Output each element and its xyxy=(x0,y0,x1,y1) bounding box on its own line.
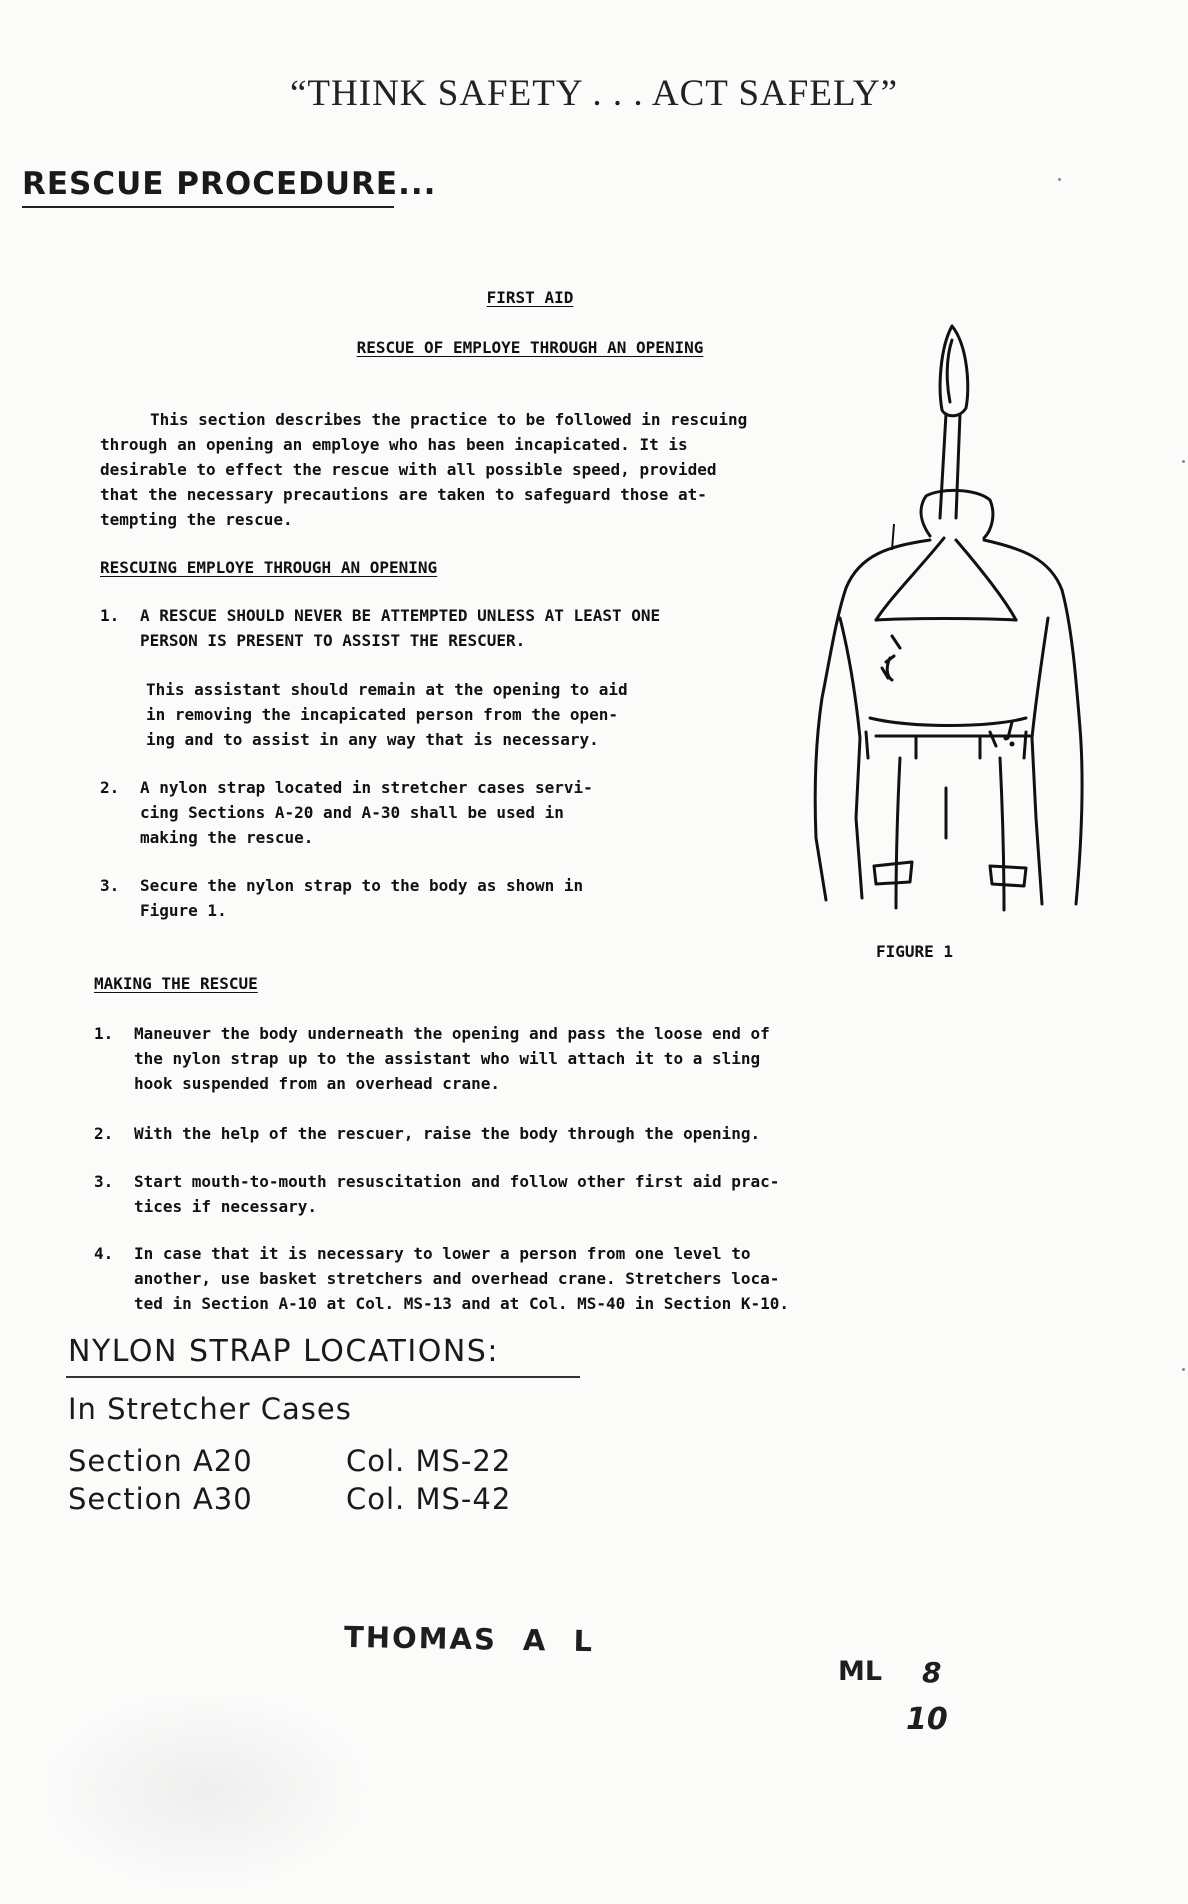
nylon-title-underline xyxy=(66,1376,580,1378)
rescue-figure-illustration xyxy=(780,318,1090,918)
item-line: Figure 1. xyxy=(140,901,227,920)
section-heading-rescuing: RESCUING EMPLOYE THROUGH AN OPENING xyxy=(100,558,438,577)
figure-caption: FIGURE 1 xyxy=(876,942,954,961)
intro-line: This section describes the practice to be followed in rescuing xyxy=(150,410,748,429)
item-number: 1. xyxy=(94,1024,114,1043)
scan-speck xyxy=(1182,460,1185,463)
location-section: Section A20 xyxy=(68,1444,253,1478)
item-line: With the help of the rescuer, raise the body through the opening. xyxy=(134,1124,761,1143)
location-section: Section A30 xyxy=(68,1482,253,1516)
intro-line: tempting the rescue. xyxy=(100,510,293,529)
intro-line: desirable to effect the rescue with all possible speed, provided xyxy=(100,460,717,479)
scan-speck xyxy=(1182,1368,1185,1371)
item-line: tices if necessary. xyxy=(134,1197,318,1216)
item-line: Maneuver the body underneath the opening and pass the loose end of xyxy=(134,1024,770,1043)
section1-item-2 xyxy=(100,778,593,853)
item-line: Secure the nylon strap to the body as shown in xyxy=(140,876,584,895)
handwritten-name: THOMAS A L xyxy=(343,1619,595,1659)
item-line: in removing the incapicated person from the open- xyxy=(146,705,619,724)
item-line: ted in Section A-10 at Col. MS-13 and at Col. MS-40 in Section K-10. xyxy=(134,1294,790,1313)
item-number: 4. xyxy=(94,1244,114,1263)
item-line: ing and to assist in any way that is necessary. xyxy=(146,730,599,749)
item-line: hook suspended from an overhead crane. xyxy=(134,1074,501,1093)
item-line: cing Sections A-20 and A-30 shall be used in xyxy=(140,803,564,822)
page-smudge xyxy=(40,1690,370,1890)
location-column: Col. MS-42 xyxy=(346,1482,512,1516)
item-line: This assistant should remain at the opening to aid xyxy=(146,680,628,699)
handwritten-initials: ML xyxy=(838,1656,883,1687)
item-line: the nylon strap up to the assistant who will attach it to a sling xyxy=(134,1049,761,1068)
section-heading-making-rescue: MAKING THE RESCUE xyxy=(94,974,258,993)
heading-underline xyxy=(22,206,394,208)
first-aid-title: FIRST AID xyxy=(486,288,574,307)
item-line: Start mouth-to-mouth resuscitation and follow other first aid prac- xyxy=(134,1172,780,1191)
item-line: A nylon strap located in stretcher cases servi- xyxy=(140,778,593,797)
rescue-subtitle: RESCUE OF EMPLOYE THROUGH AN OPENING xyxy=(356,338,704,357)
item-line: A RESCUE SHOULD NEVER BE ATTEMPTED UNLESS AT LEAST ONE xyxy=(140,606,661,625)
intro-line: that the necessary precautions are taken to safeguard those at- xyxy=(100,485,707,504)
item-line: PERSON IS PRESENT TO ASSIST THE RESCUER. xyxy=(140,631,526,650)
item-number: 2. xyxy=(100,778,120,797)
item-number: 3. xyxy=(94,1172,114,1191)
item-line: In case that it is necessary to lower a person from one level to xyxy=(134,1244,751,1263)
section1-item-3 xyxy=(100,876,583,926)
intro-line: through an opening an employe who has been incapicated. It is xyxy=(100,435,688,454)
intro-paragraph xyxy=(100,410,747,535)
item-number: 2. xyxy=(94,1124,114,1143)
section2-item-1 xyxy=(94,1024,770,1099)
item-number: 3. xyxy=(100,876,120,895)
section2-item-2 xyxy=(94,1124,760,1149)
item-line: making the rescue. xyxy=(140,828,314,847)
safety-motto: “THINK SAFETY . . . ACT SAFELY” xyxy=(290,73,898,114)
section2-item-3 xyxy=(94,1172,779,1222)
scan-speck xyxy=(1058,178,1061,181)
nylon-strap-title: NYLON STRAP LOCATIONS: xyxy=(68,1334,499,1369)
handwritten-mark: 8 xyxy=(922,1656,942,1689)
section1-item-1 xyxy=(100,606,660,656)
section1-assistant-note xyxy=(146,680,628,755)
item-number: 1. xyxy=(100,606,120,625)
page-heading: RESCUE PROCEDURE... xyxy=(22,166,437,202)
section2-item-4 xyxy=(94,1244,789,1319)
stretcher-cases-subtitle: In Stretcher Cases xyxy=(68,1392,352,1426)
item-line: another, use basket stretchers and overhead crane. Stretchers loca- xyxy=(134,1269,780,1288)
handwritten-number: 10 xyxy=(906,1702,948,1737)
location-column: Col. MS-22 xyxy=(346,1444,512,1478)
